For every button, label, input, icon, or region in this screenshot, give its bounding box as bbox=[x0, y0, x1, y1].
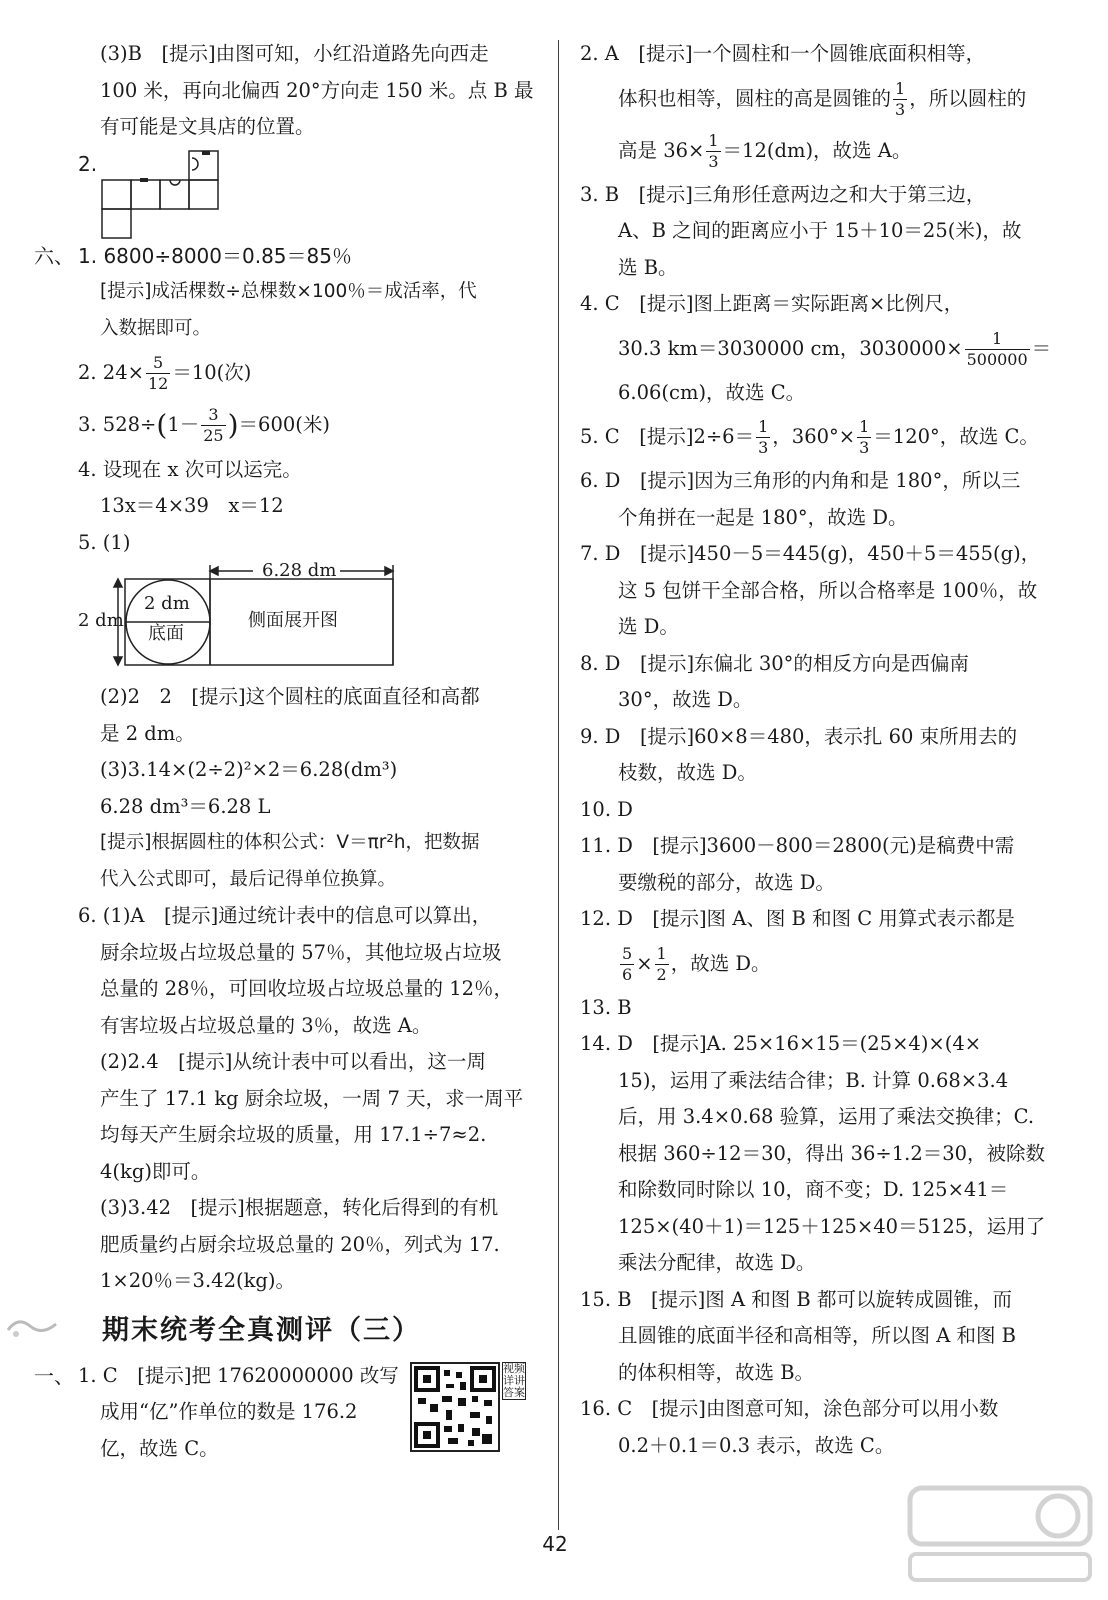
answer-line: 2. A [提示]一个圆柱和一个圆锥底面积相等， bbox=[580, 42, 986, 65]
hint-line: [提示]成活棵数÷总棵数×100％＝成活率，代 bbox=[100, 281, 477, 302]
fraction bbox=[655, 944, 669, 985]
net-figure bbox=[38, 146, 546, 238]
answer-line: (2)2 2 [提示]这个圆柱的底面直径和高都 bbox=[100, 685, 480, 708]
answer-line: 13x＝4×39 x＝12 bbox=[100, 494, 284, 517]
answer-line: 有害垃圾占垃圾总量的 3％，故选 A。 bbox=[100, 1013, 432, 1037]
cube-net-diagram bbox=[100, 150, 300, 242]
expr-text: 体积也相等，圆柱的高是圆锥的 bbox=[618, 86, 892, 110]
expr-text: ＝ bbox=[1031, 336, 1052, 360]
figure-label: 6.28 dm bbox=[262, 560, 337, 581]
answer-line: 和除数同时除以 10，商不变；D. 125×41＝ bbox=[618, 1178, 1009, 1201]
answer-line: 要缴税的部分，故选 D。 bbox=[618, 870, 835, 894]
numerator: 5 bbox=[146, 353, 170, 374]
answer-line: 11. D [提示]3600－800＝2800(元)是稿费中需 bbox=[580, 834, 1015, 857]
expr-text: ＝600(米) bbox=[238, 413, 330, 436]
figure-label: 2 dm bbox=[144, 593, 190, 614]
section-six bbox=[34, 238, 546, 275]
expr-text: ，故选 D。 bbox=[670, 951, 771, 975]
answer-line: 30°，故选 D。 bbox=[618, 688, 753, 711]
fraction bbox=[706, 131, 720, 172]
denominator: 12 bbox=[147, 374, 169, 393]
answer-line bbox=[580, 73, 1080, 125]
answer-line: 1. 6800÷8000＝0.85＝85％ bbox=[78, 243, 352, 268]
answer-line: A、B 之间的距离应小于 15＋10＝25(米)，故 bbox=[618, 219, 1022, 242]
answer-line: 6. D [提示]因为三角形的内角和是 180°，所以三 bbox=[580, 469, 1021, 492]
qr-label: 视频详讲答案 bbox=[503, 1361, 525, 1399]
fraction bbox=[857, 417, 871, 458]
numerator: 1 bbox=[895, 78, 906, 98]
answer-line: 4. 设现在 x 次可以运完。 bbox=[78, 457, 302, 481]
answer-line: 8. D [提示]东偏北 30°的相反方向是西偏南 bbox=[580, 651, 969, 675]
answer-line: 这 5 包饼干全部合格，所以合格率是 100％，故 bbox=[618, 578, 1038, 602]
figure-label: 底面 bbox=[148, 623, 184, 644]
section-title: 期末统考全真测评（三） bbox=[102, 1314, 421, 1346]
column-divider bbox=[558, 40, 559, 1530]
qr-code[interactable] bbox=[410, 1362, 500, 1452]
answer-line: 选 D。 bbox=[618, 615, 679, 638]
answer-line bbox=[580, 323, 1080, 375]
answer-line: 乘法分配律，故选 D。 bbox=[618, 1251, 816, 1274]
section-decoration-icon bbox=[4, 1312, 60, 1342]
answer-line: 的体积相等，故选 B。 bbox=[618, 1360, 815, 1384]
answer-line: 厨余垃圾占垃圾总量的 57％，其他垃圾占垃圾 bbox=[100, 940, 502, 964]
question-number: 2. bbox=[78, 151, 98, 176]
answer-line: 后，用 3.4×0.68 验算，运用了乘法交换律；C. bbox=[618, 1105, 1035, 1128]
numerator: 3 bbox=[201, 405, 225, 426]
expr-text: ，360°× bbox=[772, 425, 856, 448]
answer-line: 6.06(cm)，故选 C。 bbox=[618, 380, 806, 404]
denominator: 500000 bbox=[966, 349, 1028, 369]
answer-line: 总量的 28％，可回收垃圾占垃圾总量的 12％， bbox=[100, 977, 514, 1000]
expr-text: 1－ bbox=[167, 413, 200, 436]
page-number: 42 bbox=[542, 1532, 568, 1556]
answer-line: 10. D bbox=[580, 797, 633, 821]
answer-line: 4. C [提示]图上距离＝实际距离×比例尺， bbox=[580, 292, 964, 315]
answer-line: 1. C [提示]把 17620000000 改写 bbox=[78, 1363, 399, 1387]
answer-line: 100 米，再向北偏西 20°方向走 150 米。点 B 最 bbox=[100, 78, 534, 102]
answer-line: 13. B bbox=[580, 995, 632, 1019]
hint-line: [提示]根据圆柱的体积公式：V＝πr²h，把数据 bbox=[100, 832, 480, 853]
watermark-logo-icon bbox=[900, 1480, 1100, 1590]
answer-line: (3)3.14×(2÷2)²×2＝6.28(dm³) bbox=[100, 758, 398, 781]
section-header bbox=[38, 1310, 546, 1352]
expr-text: ＝10(次) bbox=[172, 361, 252, 384]
expr-text: 30.3 km＝3030000 cm，3030000× bbox=[618, 336, 963, 360]
answer-line: 亿，故选 C。 bbox=[100, 1436, 219, 1460]
answer-line: (3)3.42 [提示]根据题意，转化后得到的有机 bbox=[100, 1196, 499, 1219]
hint-line: 入数据即可。 bbox=[100, 317, 212, 339]
numerator: 1 bbox=[859, 417, 870, 436]
answer-line: 个角拼在一起是 180°，故选 D。 bbox=[618, 505, 908, 529]
answer-line: 7. D [提示]450－5＝445(g)，450＋5＝455(g)， bbox=[580, 542, 1041, 565]
answer-line: 1×20％＝3.42(kg)。 bbox=[100, 1269, 295, 1292]
fraction bbox=[756, 417, 770, 458]
answer-line bbox=[580, 411, 1080, 463]
answer-line: (3)B [提示]由图可知，小红沿道路先向西走 bbox=[100, 42, 489, 65]
denominator: 6 bbox=[622, 964, 633, 984]
answer-line: 选 B。 bbox=[618, 255, 678, 279]
fraction bbox=[146, 353, 170, 394]
figure-label: 侧面展开图 bbox=[248, 610, 338, 631]
cylinder-net-figure bbox=[38, 561, 546, 679]
denominator: 25 bbox=[203, 426, 224, 445]
answer-line: 5. (1) bbox=[78, 530, 131, 554]
answer-line: 6.28 dm³＝6.28 L bbox=[100, 794, 271, 818]
expr-text: ＝12(dm)，故选 A。 bbox=[722, 138, 912, 162]
expr-text: 2. 24× bbox=[78, 361, 144, 384]
section-one bbox=[34, 1358, 546, 1468]
expr-text: 高是 36× bbox=[618, 138, 705, 162]
paren-close: ) bbox=[227, 408, 239, 442]
right-column bbox=[580, 36, 1080, 1464]
section-label: 一、 bbox=[34, 1363, 74, 1388]
answer-line: 6. (1)A [提示]通过统计表中的信息可以算出， bbox=[78, 904, 492, 927]
answer-line: 有可能是文具店的位置。 bbox=[100, 115, 315, 138]
answer-line: 12. D [提示]图 A、图 B 和图 C 用算式表示都是 bbox=[580, 907, 1015, 930]
answer-line: 9. D [提示]60×8＝480，表示扎 60 束所用去的 bbox=[580, 724, 1018, 748]
answer-line bbox=[580, 125, 1080, 177]
expr-text: 3. 528÷ bbox=[78, 413, 157, 436]
numerator: 1 bbox=[758, 417, 769, 436]
answer-line: 4(kg)即可。 bbox=[100, 1159, 211, 1183]
expr-text: × bbox=[636, 951, 653, 975]
answer-line bbox=[38, 399, 546, 452]
hint-line: 代入公式即可，最后记得单位换算。 bbox=[100, 868, 397, 890]
answer-line: 肥质量约占厨余垃圾总量的 20％，列式为 17. bbox=[100, 1232, 500, 1256]
qr-code-icon bbox=[412, 1364, 498, 1450]
answer-line: 15)，运用了乘法结合律；B. 计算 0.68×3.4 bbox=[618, 1068, 1009, 1092]
answer-line: 枝数，故选 D。 bbox=[618, 761, 757, 784]
expr-text: ＝120°，故选 C。 bbox=[873, 425, 1039, 448]
denominator: 3 bbox=[895, 99, 906, 119]
answer-line: 125×(40＋1)＝125＋125×40＝5125，运用了 bbox=[618, 1214, 1046, 1238]
answer-line: 成用“亿”作单位的数是 176.2 bbox=[100, 1400, 358, 1423]
answer-line: 产生了 17.1 kg 厨余垃圾，一周 7 天，求一周平 bbox=[100, 1086, 524, 1110]
numerator: 1 bbox=[656, 943, 667, 963]
answer-line: 16. C [提示]由图意可知，涂色部分可以用小数 bbox=[580, 1397, 999, 1420]
answer-line: 根据 360÷12＝30，得出 36÷1.2＝30，被除数 bbox=[618, 1141, 1046, 1165]
fraction bbox=[965, 329, 1030, 370]
denominator: 3 bbox=[708, 151, 719, 171]
fraction bbox=[201, 405, 225, 446]
answer-line: 均每天产生厨余垃圾的质量，用 17.1÷7≈2. bbox=[100, 1123, 487, 1146]
expr-text: 5. C [提示]2÷6＝ bbox=[580, 425, 755, 448]
figure-label: 2 dm bbox=[78, 610, 124, 631]
answer-line: 14. D [提示]A. 25×16×15＝(25×4)×(4× bbox=[580, 1032, 982, 1055]
numerator: 1 bbox=[965, 329, 1030, 350]
answer-line: (2)2.4 [提示]从统计表中可以看出，这一周 bbox=[100, 1050, 486, 1073]
left-column bbox=[34, 36, 546, 1467]
denominator: 2 bbox=[656, 964, 667, 984]
answer-line: 3. B [提示]三角形任意两边之和大于第三边， bbox=[580, 182, 986, 206]
answer-line: 15. B [提示]图 A 和图 B 都可以旋转成圆锥，而 bbox=[580, 1287, 1012, 1311]
fraction bbox=[620, 944, 634, 985]
paren-open: ( bbox=[156, 408, 168, 442]
answer-line bbox=[38, 347, 546, 399]
denominator: 3 bbox=[859, 438, 870, 457]
numerator: 1 bbox=[708, 130, 719, 150]
denominator: 3 bbox=[758, 438, 769, 457]
fraction bbox=[893, 79, 907, 120]
numerator: 5 bbox=[622, 943, 633, 963]
expr-text: ，所以圆柱的 bbox=[909, 86, 1027, 110]
section-label: 六、 bbox=[34, 243, 74, 268]
answer-line bbox=[580, 938, 1080, 990]
answer-line: 是 2 dm。 bbox=[100, 721, 195, 745]
answer-line: 0.2＋0.1＝0.3 表示，故选 C。 bbox=[618, 1433, 895, 1457]
answer-line: 且圆锥的底面半径和高相等，所以图 A 和图 B bbox=[618, 1324, 1017, 1347]
